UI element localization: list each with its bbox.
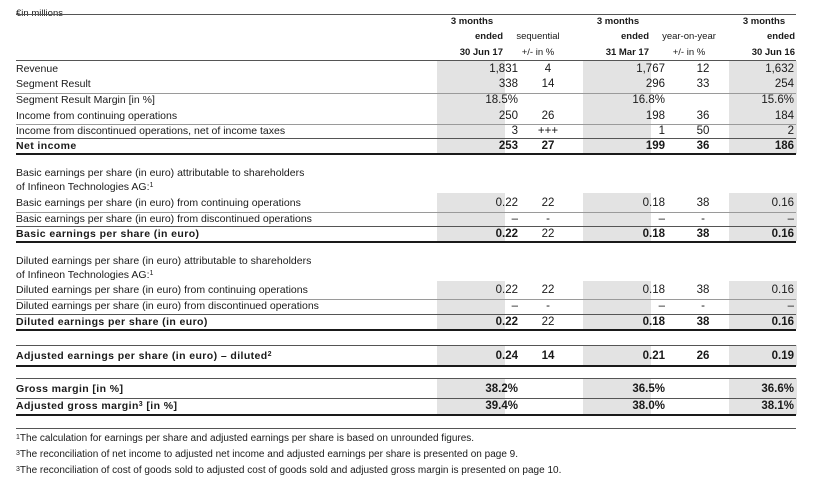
rule-before-gross-margin [16,378,796,379]
cell-value: 39.4% [485,400,518,412]
cell-value: 14 [541,350,555,362]
rule-before-adjusted-eps [16,345,796,346]
table-row-diluted-total [16,316,794,328]
cell-value: 14 [541,78,555,90]
cell-value: 38.2% [485,383,518,395]
cell-value: 36.5% [632,383,665,395]
table-row [16,125,794,137]
col4-header-line3: +/- in % [672,47,706,58]
cell-value: 22 [541,284,555,296]
rule-after-adjusted-eps [16,365,796,367]
section-intro [16,269,794,281]
rule-after-adjusted-gross-margin [16,414,796,416]
table-row [16,300,794,312]
col1-header-line2: ended [475,31,503,42]
cell-value: 38 [696,228,710,240]
cell-value: 0.24 [495,350,518,362]
cell-value: 0.22 [495,228,518,240]
rule-between-margins [16,398,796,399]
cell-value: 22 [541,316,555,328]
cell-value: 1 [658,125,665,137]
col2-header-line2: sequential [516,31,560,42]
cell-value: 0.18 [642,228,665,240]
cell-value: 38 [696,316,710,328]
cell-value: - [546,300,550,312]
cell-value: - [701,300,705,312]
cell-value: 0.16 [771,197,794,209]
cell-value: 36 [696,140,710,152]
cell-value: 0.16 [771,316,794,328]
cell-value: 186 [774,140,794,152]
cell-value: 0.18 [642,284,665,296]
table-row-gross-margin [16,383,794,395]
row-label: Basic earnings per share (in euro) attributable to shareholders [16,167,305,179]
cell-value: +++ [537,125,559,137]
table-row [16,94,794,106]
col1-header-line3: 30 Jun 17 [459,47,503,58]
footnote-mark: 1 [149,270,154,277]
table-row-adjusted-gross-margin [16,400,794,412]
col5-header-line2: ended [767,31,795,42]
cell-value: – [787,300,794,312]
row-label: Diluted earnings per share (in euro) from discontinued operations [16,300,319,312]
col2-header-line3: +/- in % [521,47,555,58]
cell-value: 22 [541,228,555,240]
col3-header-line2: ended [621,31,649,42]
cell-value: 199 [645,140,665,152]
cell-value: 338 [498,78,518,90]
col3-header-line3: 31 Mar 17 [605,47,649,58]
cell-value: 1,632 [765,63,794,75]
footnote-rule [16,428,796,429]
cell-value: 0.19 [771,350,794,362]
rule-before-basic-total [16,226,796,227]
cell-value: 1,767 [636,63,665,75]
cell-value: – [511,300,518,312]
table-row [16,197,794,209]
cell-value: 0.16 [771,228,794,240]
rule-after-diluted-total [16,329,796,331]
row-label: of Infineon Technologies AG:$^1$ [16,181,154,193]
cell-value: 38 [696,197,710,209]
footnote-mark: 1 [149,182,154,189]
cell-value: 18.5% [485,94,518,106]
row-label: Basic earnings per share (in euro) from discontinued operations [16,213,312,225]
row-label: Segment Result Margin [in %] [16,94,155,106]
cell-value: 38.1% [761,400,794,412]
cell-value: 36.6% [761,383,794,395]
cell-value: 0.22 [495,284,518,296]
unit-label: €in millions [16,8,63,19]
table-row [16,63,794,75]
cell-value: 16.8% [632,94,665,106]
header-bottom-rule [16,60,796,61]
cell-value: 0.22 [495,197,518,209]
table-row [16,78,794,90]
row-label: Adjusted gross margin$^3$ [in %] [16,400,178,412]
cell-value: 0.22 [495,316,518,328]
cell-value: 198 [645,110,665,122]
cell-value: 36 [696,110,710,122]
table-row [16,284,794,296]
table-row [16,213,794,225]
rule-after-net-income [16,153,796,155]
row-label: Net income [16,140,77,152]
col1-header-line1: 3 months [450,16,494,27]
cell-value: 296 [645,78,665,90]
cell-value: 26 [696,350,710,362]
cell-value: 27 [541,140,555,152]
header-top-rule [16,14,796,15]
col5-header-line3: 30 Jun 16 [751,47,795,58]
cell-value: 3 [511,125,518,137]
table-row-net-income [16,140,794,152]
row-label: Diluted earnings per share (in euro) attributable to shareholders [16,255,312,267]
section-intro [16,181,794,193]
cell-value: 0.18 [642,197,665,209]
cell-value: – [658,213,665,225]
cell-value: 253 [498,140,518,152]
cell-value: 254 [774,78,794,90]
cell-value: – [787,213,794,225]
cell-value: – [511,213,518,225]
cell-value: 38 [696,284,710,296]
col5-header-line1: 3 months [742,16,786,27]
section-intro [16,255,794,267]
row-label: Basic earnings per share (in euro) [16,228,200,240]
footnote-mark: 2 [267,351,272,358]
cell-value: 38.0% [632,400,665,412]
table-row-basic-total [16,228,794,240]
col3-header-line1: 3 months [596,16,640,27]
row-label: Income from continuing operations [16,110,178,122]
cell-value: 184 [774,110,794,122]
table-row [16,110,794,122]
row-label: Segment Result [16,78,91,90]
row-label: Income from discontinued operations, net of income taxes [16,125,286,137]
section-intro [16,167,794,179]
footnote-2: $^3$The reconciliation of net income to adjusted net income and adjusted earnings per share is presented on page 9. [16,449,519,460]
row-label: Gross margin [in %] [16,383,124,395]
row-label: Diluted earnings per share (in euro) [16,316,208,328]
row-label: Adjusted earnings per share (in euro) – diluted$^2$ [16,350,272,362]
cell-value: - [546,213,550,225]
footnote-1: $^1$The calculation for earnings per share and adjusted earnings per share is based on unrounded figures. [16,433,475,444]
rule-before-diluted-total [16,314,796,315]
cell-value: 50 [696,125,710,137]
rule-before-net-income [16,138,796,139]
cell-value: 0.16 [771,284,794,296]
rule-after-basic-total [16,241,796,243]
cell-value: 12 [696,63,710,75]
footnote-3: $^3$The reconciliation of cost of goods sold to adjusted cost of goods sold and adjusted gross margin is presented on page 10. [16,465,562,476]
row-label: Diluted earnings per share (in euro) from continuing operations [16,284,308,296]
cell-value: – [658,300,665,312]
cell-value: 1,831 [489,63,518,75]
cell-value: 2 [787,125,794,137]
table-row-adjusted-eps [16,350,794,362]
cell-value: 4 [544,63,552,75]
cell-value: 22 [541,197,555,209]
row-label: Revenue [16,63,59,75]
cell-value: 250 [498,110,518,122]
footnote-mark: 3 [138,401,144,408]
cell-value: 15.6% [761,94,794,106]
row-label: of Infineon Technologies AG:$^1$ [16,269,154,281]
cell-value: 0.18 [642,316,665,328]
cell-value: - [701,213,705,225]
cell-value: 33 [696,78,710,90]
col4-header-line2: year-on-year [662,31,716,42]
cell-value: 0.21 [642,350,665,362]
cell-value: 26 [541,110,555,122]
row-label: Basic earnings per share (in euro) from continuing operations [16,197,301,209]
